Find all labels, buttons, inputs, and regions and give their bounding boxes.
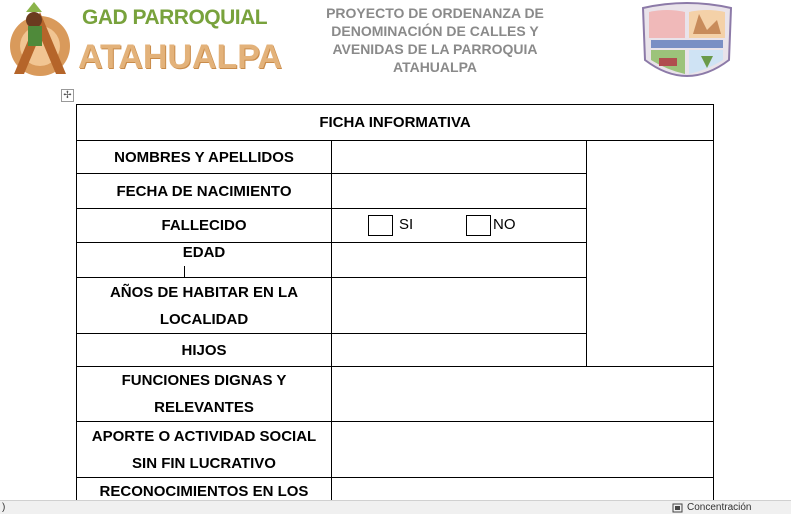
value-anios[interactable] <box>331 277 587 334</box>
gad-logo <box>4 2 282 80</box>
focus-icon <box>672 503 683 513</box>
parish-crest <box>637 0 737 88</box>
table-title: FICHA INFORMATIVA <box>319 114 471 131</box>
table-title-cell[interactable] <box>76 104 714 141</box>
value-nombres[interactable] <box>331 140 587 174</box>
status-bar <box>0 500 791 514</box>
label-hijos: HIJOS <box>76 333 332 367</box>
label-anios: AÑOS DE HABITAR EN LA LOCALIDAD <box>76 277 332 334</box>
checkbox-no-label: NO <box>493 216 516 233</box>
label-reconocimientos: RECONOCIMIENTOS EN LOS <box>76 477 332 507</box>
value-edad[interactable] <box>331 242 587 278</box>
project-title-line-3: AVENIDAS DE LA PARROQUIA <box>332 41 538 57</box>
checkbox-si-label: SI <box>399 216 414 233</box>
project-title-line-4: ATAHUALPA <box>393 59 477 75</box>
label-fallecido: FALLECIDO <box>76 208 332 243</box>
checkbox-no[interactable] <box>466 215 491 236</box>
photo-cell[interactable] <box>586 140 714 367</box>
label-aporte: APORTE O ACTIVIDAD SOCIAL SIN FIN LUCRATIVO <box>76 421 332 478</box>
mascot-icon <box>4 2 84 80</box>
logo-bottom-text: ATAHUALPA <box>78 38 282 76</box>
value-fallecido <box>331 208 587 243</box>
crest-icon <box>637 0 737 88</box>
label-fecha: FECHA DE NACIMIENTO <box>76 173 332 209</box>
logo-top-text: GAD PARROQUIAL <box>82 6 268 29</box>
focus-label: Concentración <box>687 502 752 513</box>
project-title-line-1: PROYECTO DE ORDENANZA DE <box>326 5 544 21</box>
value-funciones[interactable] <box>331 366 714 422</box>
value-fecha[interactable] <box>331 173 587 209</box>
project-title-line-2: DENOMINACIÓN DE CALLES Y <box>331 23 539 39</box>
table-move-handle[interactable]: ✢ <box>61 89 74 102</box>
focus-mode-button[interactable] <box>672 502 751 513</box>
project-title <box>300 4 570 76</box>
checkbox-si[interactable] <box>368 215 393 236</box>
value-aporte[interactable] <box>331 421 714 478</box>
label-edad: EDAD <box>76 242 332 278</box>
value-hijos[interactable] <box>331 333 587 367</box>
status-left-text: ) <box>2 502 6 513</box>
label-funciones: FUNCIONES DIGNAS Y RELEVANTES <box>76 366 332 422</box>
label-nombres: NOMBRES Y APELLIDOS <box>76 140 332 174</box>
